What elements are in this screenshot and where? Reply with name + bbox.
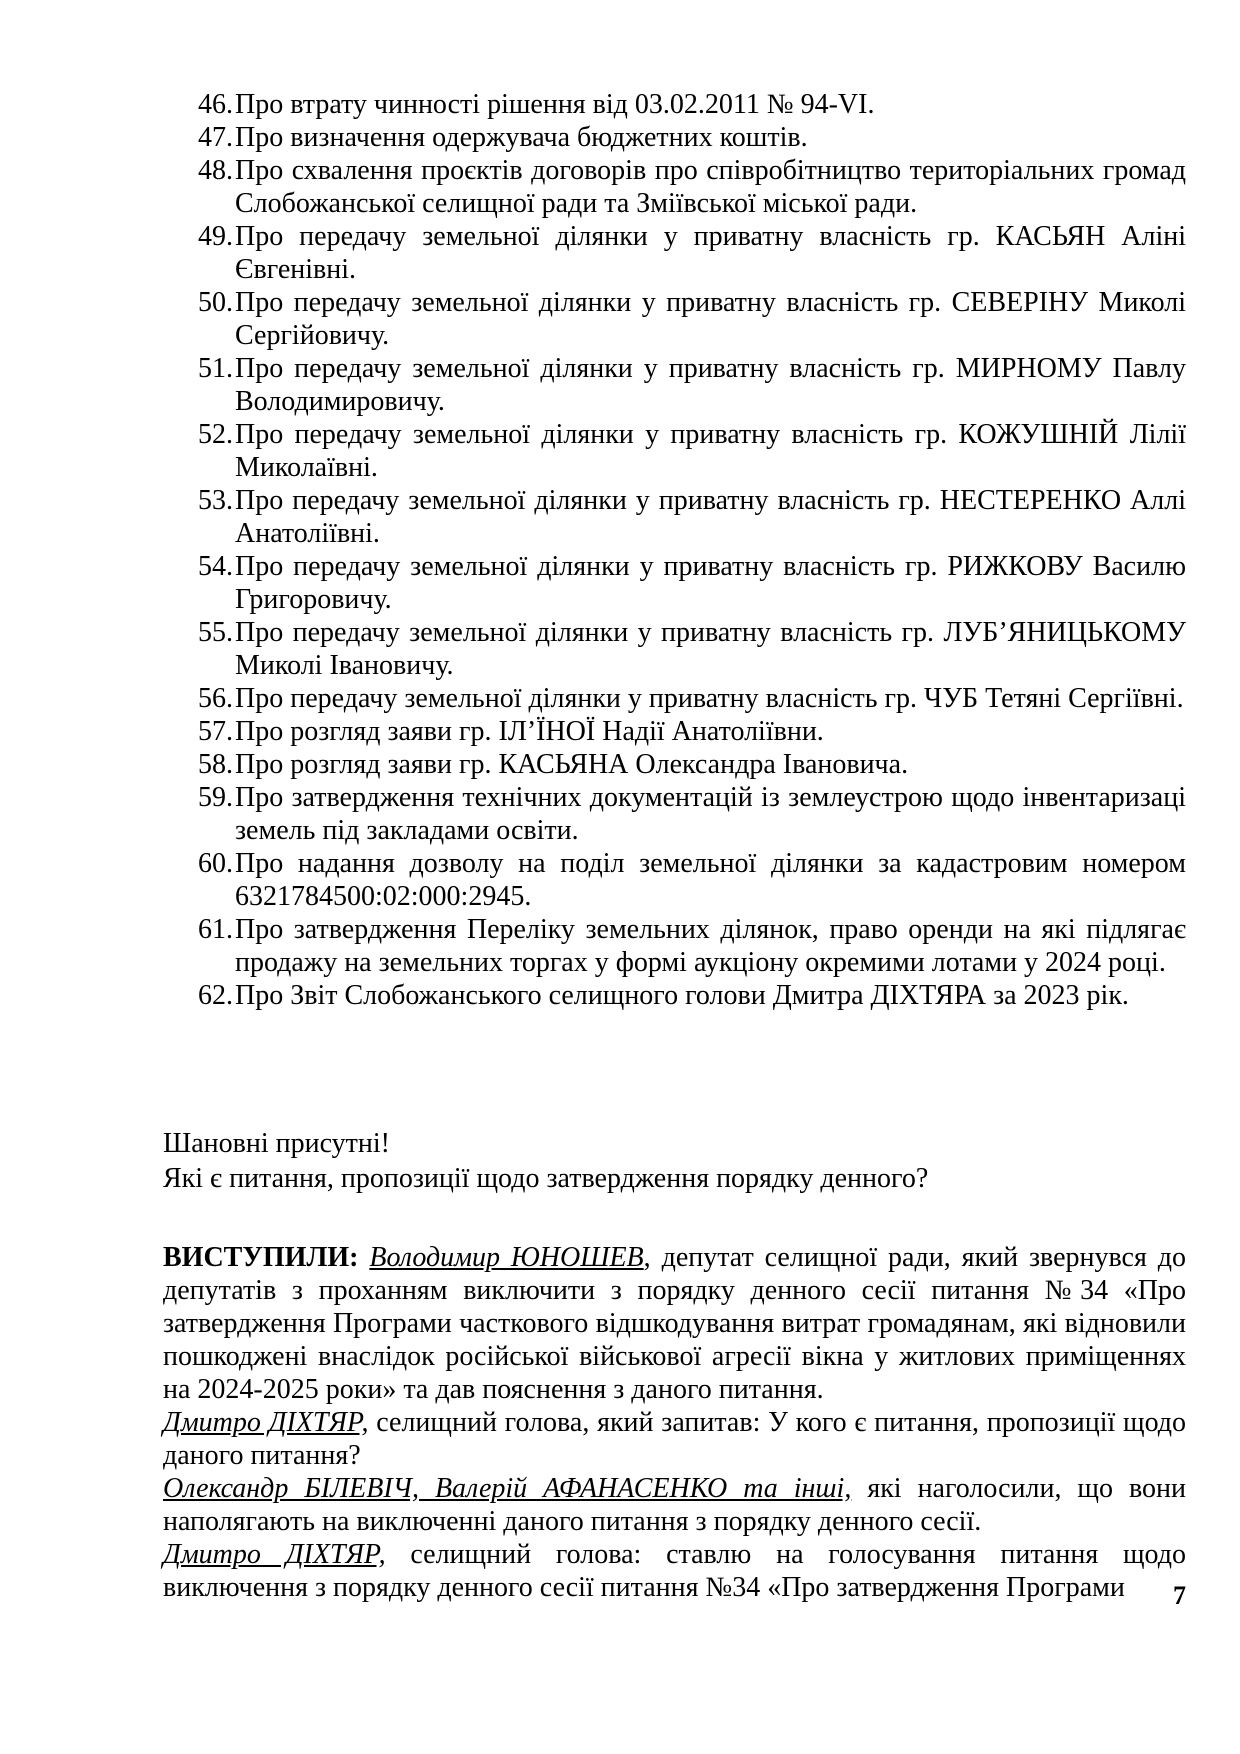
speech-paragraph xyxy=(163,1472,1186,1538)
agenda-item-number: 56. xyxy=(198,683,233,714)
speech-paragraph xyxy=(163,1241,1186,1406)
agenda-item-number: 52. xyxy=(198,419,233,450)
speaker-name: Олександр БІЛЕВІЧ, Валерій АФАНАСЕНКО та інші, xyxy=(163,1473,852,1504)
speech-paragraph xyxy=(163,1406,1186,1472)
agenda-item xyxy=(198,220,1186,286)
agenda-item-number: 62. xyxy=(198,980,233,1011)
speaker-name: Дмитро ДІХТЯР, xyxy=(163,1407,369,1438)
page-number: 7 xyxy=(1173,1581,1186,1610)
agenda-item-number: 50. xyxy=(198,287,233,318)
agenda-item xyxy=(198,121,1186,154)
agenda-item-text: Про Звіт Слобожанського селищного голови Дмитра ДІХТЯРА за 2023 рік. xyxy=(235,980,1129,1011)
speech-text: , депутат селищної ради, який звернувся до депутатів з проханням виключити з порядку денного сесії питання №34 «Про затвердження Програми часткового відшкодування витрат громадянам, які відновили пошкоджені внаслідок російської військової агресії вікна у житлових приміщеннях на 2024-2025 роки» та дав пояснення з даного питання. xyxy=(163,1242,1187,1405)
agenda-item-number: 59. xyxy=(198,782,233,813)
agenda-item-text: Про передачу земельної ділянки у приватну власність гр. НЕСТЕРЕНКО Аллі Анатоліївні. xyxy=(235,485,1186,549)
agenda-item xyxy=(198,616,1186,682)
agenda-item xyxy=(198,781,1186,847)
speakers-label-colon: : xyxy=(349,1242,359,1273)
agenda-item xyxy=(198,286,1186,352)
agenda-item xyxy=(198,484,1186,550)
question-line: Які є питання, пропозиції щодо затвердження порядку денного? xyxy=(163,1163,929,1194)
agenda-item-text: Про передачу земельної ділянки у приватну власність гр. МИРНОМУ Павлу Володимировичу. xyxy=(235,353,1186,417)
agenda-item-number: 57. xyxy=(198,716,233,747)
agenda-item xyxy=(198,715,1186,748)
agenda-item-number: 46. xyxy=(198,89,233,120)
agenda-item xyxy=(198,418,1186,484)
agenda-item-text: Про надання дозволу на поділ земельної ділянки за кадастровим номером 6321784500:02:000:2945. xyxy=(235,848,1186,912)
agenda-item xyxy=(198,979,1186,1012)
agenda-item xyxy=(198,550,1186,616)
agenda-item xyxy=(198,88,1186,121)
agenda-item-text: Про затвердження технічних документацій із землеустрою щодо інвентаризаці земель під закладами освіти. xyxy=(235,782,1186,846)
agenda-item xyxy=(198,847,1186,913)
agenda-item-text: Про передачу земельної ділянки у приватну власність гр. ЧУБ Тетяні Сергіївні. xyxy=(235,683,1184,714)
agenda-item-text: Про передачу земельної ділянки у приватну власність гр. ЛУБ’ЯНИЦЬКОМУ Миколі Івановичу. xyxy=(235,617,1186,681)
agenda-item-number: 53. xyxy=(198,485,233,516)
agenda-item xyxy=(198,352,1186,418)
speech-section xyxy=(163,1241,1186,1604)
agenda-item-text: Про розгляд заяви гр. ІЛ’ЇНОЇ Надії Анатоліївни. xyxy=(235,716,824,747)
speech-text: селищний голова, який запитав: У кого є питання, пропозиції щодо даного питання? xyxy=(163,1407,1187,1471)
agenda-item-text: Про передачу земельної ділянки у приватну власність гр. КОЖУШНІЙ Лілії Миколаївні. xyxy=(235,419,1186,483)
agenda-item-number: 47. xyxy=(198,122,233,153)
agenda-item-text: Про передачу земельної ділянки у приватну власність гр. РИЖКОВУ Василю Григоровичу. xyxy=(235,551,1186,615)
speaker-name: Володимир ЮНОШЕВ xyxy=(369,1242,644,1273)
agenda-item-text: Про затвердження Переліку земельних ділянок, право оренди на які підлягає продажу на земельних торгах у формі аукціону окремими лотами у 2024 році. xyxy=(235,914,1186,978)
agenda-list xyxy=(198,88,1186,1012)
speech-text: які наголосили, що вони наполягають на виключенні даного питання з порядку денного сесії. xyxy=(163,1473,1186,1537)
agenda-item-number: 58. xyxy=(198,749,233,780)
agenda-item-text: Про втрату чинності рішення від 03.02.2011 № 94-VI. xyxy=(235,89,875,120)
agenda-item-number: 60. xyxy=(198,848,233,879)
agenda-item-text: Про розгляд заяви гр. КАСЬЯНА Олександра Івановича. xyxy=(235,749,909,780)
agenda-item-number: 61. xyxy=(198,914,233,945)
agenda-item-text: Про визначення одержувача бюджетних коштів. xyxy=(235,122,808,153)
greeting-line: Шановні присутні! xyxy=(163,1128,390,1159)
agenda-item xyxy=(198,748,1186,781)
speech-paragraph xyxy=(163,1538,1186,1604)
agenda-item-number: 49. xyxy=(198,221,233,252)
agenda-item-number: 48. xyxy=(198,155,233,186)
agenda-item-text: Про передачу земельної ділянки у приватну власність гр. СЕВЕРІНУ Миколі Сергійовичу. xyxy=(235,287,1186,351)
agenda-item-number: 55. xyxy=(198,617,233,648)
agenda-item-number: 54. xyxy=(198,551,233,582)
speakers-label: ВИСТУПИЛИ xyxy=(163,1242,350,1273)
agenda-item xyxy=(198,913,1186,979)
speech-text: селищний голова: ставлю на голосування питання щодо виключення з порядку денного сесії питання №34 «Про затвердження Програми xyxy=(163,1539,1186,1603)
agenda-item xyxy=(198,682,1186,715)
agenda-item xyxy=(198,154,1186,220)
agenda-item-text: Про схвалення проєктів договорів про співробітництво територіальних громад Слобожанської селищної ради та Зміївської міської ради. xyxy=(235,155,1186,219)
speaker-name: Дмитро ДІХТЯР, xyxy=(163,1539,386,1570)
agenda-item-text: Про передачу земельної ділянки у приватну власність гр. КАСЬЯН Аліні Євгенівні. xyxy=(235,221,1186,285)
agenda-item-number: 51. xyxy=(198,353,233,384)
